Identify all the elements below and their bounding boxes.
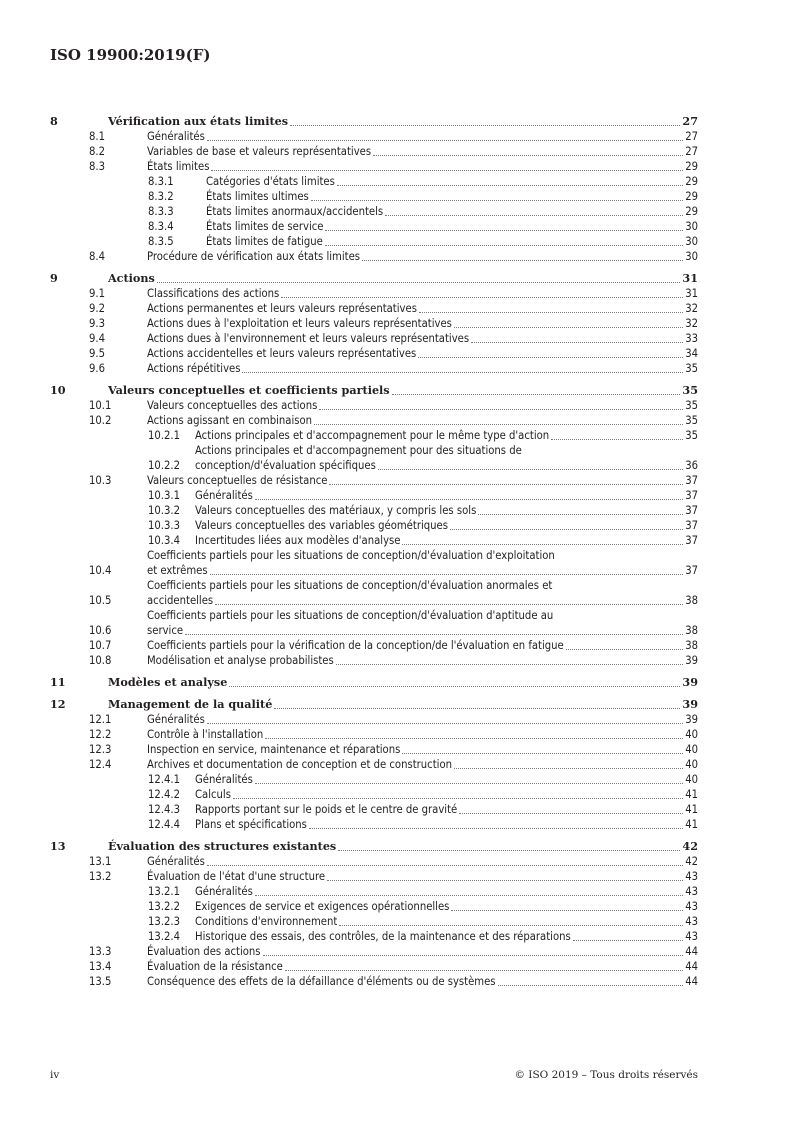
toc-entry-title: Management de la qualité [108,697,273,711]
toc-entry-page: 37 [685,519,698,532]
dot-leader [274,708,680,709]
table-of-contents [50,114,698,989]
toc-entry[interactable] [50,959,698,974]
toc-entry-title-continuation: accidentelles [147,594,214,607]
toc-entry[interactable] [50,772,698,787]
toc-entry-page: 31 [682,271,698,285]
dot-leader [451,910,683,911]
toc-entry-title: Contrôle à l'installation [147,728,264,741]
toc-entry-number: 12 [50,697,66,711]
toc-entry-page: 32 [685,302,698,315]
dot-leader [255,783,683,784]
dot-leader [454,327,683,328]
toc-entry-title: Actions accidentelles et leurs valeurs représentatives [147,347,417,360]
toc-entry-page: 41 [685,803,698,816]
dot-leader [327,880,683,881]
toc-entry-page: 27 [685,145,698,158]
dot-leader [566,649,683,650]
toc-entry-page: 37 [685,489,698,502]
toc-entry-title: Archives et documentation de conception et de construction [147,758,452,771]
toc-entry[interactable] [50,144,698,159]
toc-entry-title: États limites [147,160,210,173]
toc-entry-title: Coefficients partiels pour la vérification de la conception/de l'évaluation en fatigue [147,639,564,652]
toc-entry-title: Actions agissant en combinaison [147,414,313,427]
toc-entry-title: Actions dues à l'exploitation et leurs valeurs représentatives [147,317,452,330]
toc-entry-number: 10.8 [89,654,112,667]
toc-entry-page: 27 [682,114,698,128]
toc-entry-number: 9.6 [89,362,106,375]
toc-entry-number: 9.4 [89,332,106,345]
toc-entry-page: 40 [685,743,698,756]
toc-entry-page: 38 [685,624,698,637]
toc-entry-page: 30 [685,235,698,248]
toc-entry-page: 29 [685,190,698,203]
toc-entry-page: 29 [685,175,698,188]
dot-leader [207,723,683,724]
toc-entry-page: 40 [685,773,698,786]
toc-entry[interactable] [50,383,698,398]
dot-leader [471,342,683,343]
toc-entry-title: Modélisation et analyse probabilistes [147,654,334,667]
toc-entry[interactable] [50,578,698,608]
toc-entry-number: 10.1 [89,399,112,412]
toc-entry-number: 10.2.2 [148,459,181,472]
toc-entry-title: États limites anormaux/accidentels [206,205,384,218]
toc-entry-number: 8.2 [89,145,106,158]
toc-entry[interactable] [50,914,698,929]
toc-entry-page: 43 [685,900,698,913]
dot-leader [373,155,683,156]
toc-entry[interactable] [50,204,698,219]
toc-entry-title: Évaluation de la résistance [147,960,283,973]
toc-entry-title-continuation: service [147,624,184,637]
toc-entry-page: 29 [685,160,698,173]
toc-entry-page: 39 [685,713,698,726]
toc-entry-number: 10 [50,383,66,397]
toc-entry-title: Historique des essais, des contrôles, de la maintenance et des réparations [195,930,571,943]
toc-entry[interactable] [50,608,698,638]
toc-entry-title: Actions permanentes et leurs valeurs représentatives [147,302,417,315]
toc-entry-number: 12.4.2 [148,788,181,801]
dot-leader [551,439,683,440]
toc-entry-page: 41 [685,788,698,801]
toc-entry-page: 41 [685,818,698,831]
dot-leader [419,312,683,313]
toc-entry-number: 9.2 [89,302,106,315]
toc-entry-title: Valeurs conceptuelles des variables géométriques [195,519,448,532]
toc-entry-number: 9 [50,271,58,285]
toc-entry[interactable] [50,361,698,376]
toc-entry-page: 35 [685,429,698,442]
toc-entry-title: Évaluation des actions [147,945,261,958]
toc-entry-title: Actions dues à l'environnement et leurs valeurs représentatives [147,332,470,345]
toc-entry-number: 10.5 [89,594,112,607]
toc-entry[interactable] [50,854,698,869]
toc-entry[interactable] [50,234,698,249]
dot-leader [285,970,683,971]
toc-entry-page: 42 [685,855,698,868]
toc-entry[interactable] [50,331,698,346]
toc-entry[interactable] [50,884,698,899]
dot-leader [211,170,683,171]
toc-entry[interactable] [50,742,698,757]
toc-entry[interactable] [50,727,698,742]
toc-entry-number: 8.3.1 [148,175,174,188]
dot-leader [255,895,683,896]
dot-leader [498,985,684,986]
dot-leader [185,634,683,635]
toc-entry-number: 10.3 [89,474,112,487]
toc-entry-page: 40 [685,758,698,771]
dot-leader [311,200,683,201]
toc-entry-title: Classifications des actions [147,287,280,300]
toc-entry[interactable] [50,428,698,443]
toc-entry-title: Coefficients partiels pour les situations de conception/d'évaluation d'aptitude au [147,609,554,622]
toc-entry[interactable] [50,443,698,473]
toc-entry[interactable] [50,219,698,234]
toc-entry-title: Coefficients partiels pour les situations de conception/d'évaluation d'exploitation [147,549,555,562]
toc-entry-number: 8.4 [89,250,106,263]
toc-entry[interactable] [50,757,698,772]
toc-entry-title: Généralités [147,130,205,143]
toc-entry[interactable] [50,817,698,832]
toc-entry-page: 35 [685,399,698,412]
toc-entry-number: 13.1 [89,855,112,868]
toc-entry-page: 34 [685,347,698,360]
toc-entry-number: 9.3 [89,317,106,330]
toc-entry[interactable] [50,114,698,129]
toc-entry-page: 30 [685,220,698,233]
toc-entry-page: 44 [685,975,698,988]
toc-entry-title: Coefficients partiels pour les situations de conception/d'évaluation anormales et [147,579,553,592]
toc-entry-title: États limites ultimes [206,190,309,203]
dot-leader [157,282,681,283]
toc-entry-number: 8.3.3 [148,205,174,218]
toc-entry[interactable] [50,675,698,690]
toc-entry-title: Généralités [195,489,253,502]
toc-entry-number: 10.2.1 [148,429,181,442]
toc-entry-number: 13.4 [89,960,112,973]
dot-leader [210,574,684,575]
toc-entry[interactable] [50,174,698,189]
toc-entry-page: 44 [685,960,698,973]
toc-entry-page: 39 [685,654,698,667]
toc-entry[interactable] [50,712,698,727]
toc-entry-title: Vérification aux états limites [108,114,289,128]
footer-page-number: iv [50,1069,60,1081]
toc-entry-number: 13 [50,839,66,853]
toc-entry[interactable] [50,869,698,884]
toc-entry-number: 10.3.2 [148,504,181,517]
toc-entry[interactable] [50,944,698,959]
toc-entry[interactable] [50,503,698,518]
dot-leader [242,372,683,373]
dot-leader [255,499,683,500]
toc-entry-number: 12.4.1 [148,773,181,786]
toc-entry-title: Variables de base et valeurs représentatives [147,145,372,158]
toc-entry-number: 10.3.4 [148,534,181,547]
toc-entry-title: Évaluation des structures existantes [108,839,337,853]
dot-leader [207,865,683,866]
dot-leader [233,798,683,799]
dot-leader [229,686,680,687]
toc-entry-page: 35 [682,383,698,397]
toc-entry-title: Modèles et analyse [108,675,228,689]
toc-entry-title: Généralités [147,855,205,868]
toc-entry-page: 44 [685,945,698,958]
toc-entry-page: 27 [685,130,698,143]
toc-entry[interactable] [50,638,698,653]
toc-entry-page: 35 [685,362,698,375]
toc-entry-page: 42 [682,839,698,853]
dot-leader [450,529,683,530]
toc-entry[interactable] [50,249,698,264]
dot-leader [325,245,683,246]
toc-entry[interactable] [50,189,698,204]
dot-leader [402,753,683,754]
toc-entry[interactable] [50,129,698,144]
toc-entry-number: 12.4.3 [148,803,181,816]
toc-entry-title: Valeurs conceptuelles des actions [147,399,318,412]
toc-entry[interactable] [50,488,698,503]
toc-entry-title: États limites de service [206,220,324,233]
toc-entry-number: 10.4 [89,564,112,577]
toc-entry-page: 43 [685,930,698,943]
dot-leader [314,424,683,425]
toc-entry-page: 40 [685,728,698,741]
toc-entry-number: 13.2.4 [148,930,181,943]
toc-entry-title: Plans et spécifications [195,818,307,831]
toc-entry-number: 8.1 [89,130,106,143]
dot-leader [362,260,683,261]
dot-leader [459,813,683,814]
toc-entry-page: 38 [685,594,698,607]
toc-entry[interactable] [50,533,698,548]
toc-entry-number: 10.3.1 [148,489,181,502]
toc-entry-number: 12.1 [89,713,112,726]
toc-entry[interactable] [50,839,698,854]
dot-leader [339,925,683,926]
toc-entry-page: 35 [685,414,698,427]
toc-entry-page: 32 [685,317,698,330]
toc-entry-title: Valeurs conceptuelles des matériaux, y compris les sols [195,504,477,517]
toc-entry[interactable] [50,316,698,331]
toc-entry-number: 11 [50,675,66,689]
dot-leader [573,940,683,941]
toc-entry-title: Généralités [195,773,253,786]
toc-entry-title: Actions répétitives [147,362,241,375]
dot-leader [309,828,683,829]
toc-entry-number: 8.3.5 [148,235,174,248]
toc-entry[interactable] [50,653,698,668]
toc-entry-title: Actions principales et d'accompagnement pour le même type d'action [195,429,550,442]
dot-leader [319,409,683,410]
toc-entry[interactable] [50,286,698,301]
dot-leader [337,185,683,186]
toc-entry-page: 39 [682,675,698,689]
toc-entry[interactable] [50,413,698,428]
toc-entry-number: 9.5 [89,347,106,360]
toc-entry-title: Inspection en service, maintenance et réparations [147,743,401,756]
toc-entry-title: Actions [108,271,155,285]
toc-entry[interactable] [50,346,698,361]
toc-entry-page: 37 [685,534,698,547]
toc-entry-title: Actions principales et d'accompagnement pour des situations de [195,444,522,457]
toc-entry[interactable] [50,159,698,174]
toc-entry-page: 31 [685,287,698,300]
dot-leader [290,125,680,126]
toc-entry-page: 37 [685,564,698,577]
toc-entry-number: 10.7 [89,639,112,652]
toc-entry-number: 12.3 [89,743,112,756]
dot-leader [336,664,683,665]
toc-entry-page: 43 [685,915,698,928]
dot-leader [207,140,683,141]
toc-entry-page: 36 [685,459,698,472]
toc-entry[interactable] [50,398,698,413]
dot-leader [265,738,683,739]
toc-entry-title: Conditions d'environnement [195,915,338,928]
toc-entry-number: 10.3.3 [148,519,181,532]
toc-entry-number: 13.2.3 [148,915,181,928]
dot-leader [329,484,683,485]
toc-entry-title: Exigences de service et exigences opérationnelles [195,900,450,913]
toc-entry[interactable] [50,697,698,712]
toc-entry-title-continuation: conception/d'évaluation spécifiques [195,459,376,472]
toc-entry-number: 8.3.2 [148,190,174,203]
footer-copyright: © ISO 2019 – Tous droits réservés [514,1069,698,1081]
toc-entry-number: 10.2 [89,414,112,427]
dot-leader [392,394,681,395]
toc-entry[interactable] [50,473,698,488]
dot-leader [418,357,683,358]
toc-entry-page: 38 [685,639,698,652]
toc-entry-page: 43 [685,885,698,898]
toc-entry-number: 8.3.4 [148,220,174,233]
toc-entry-number: 12.4.4 [148,818,181,831]
toc-entry[interactable] [50,518,698,533]
toc-entry-title-continuation: et extrêmes [147,564,208,577]
toc-entry-number: 8 [50,114,58,128]
toc-entry-number: 9.1 [89,287,106,300]
dot-leader [378,469,683,470]
dot-leader [402,544,683,545]
toc-entry-title: Incertitudes liées aux modèles d'analyse [195,534,401,547]
toc-entry-title: Calculs [195,788,231,801]
toc-entry-title: Évaluation de l'état d'une structure [147,870,326,883]
toc-entry-number: 13.2.2 [148,900,181,913]
toc-entry-title: Valeurs conceptuelles et coefficients partiels [108,383,390,397]
toc-entry-number: 12.2 [89,728,112,741]
document-id-header: ISO 19900:2019(F) [50,46,211,64]
toc-entry-number: 13.2.1 [148,885,181,898]
toc-entry[interactable] [50,899,698,914]
toc-entry[interactable] [50,787,698,802]
dot-leader [385,215,683,216]
dot-leader [325,230,683,231]
dot-leader [215,604,683,605]
dot-leader [281,297,683,298]
toc-entry-page: 33 [685,332,698,345]
toc-entry-number: 13.3 [89,945,112,958]
toc-entry-page: 39 [682,697,698,711]
toc-entry-page: 37 [685,474,698,487]
toc-entry-number: 10.6 [89,624,112,637]
toc-entry-title: Généralités [195,885,253,898]
dot-leader [454,768,683,769]
toc-entry-title: États limites de fatigue [206,235,323,248]
toc-entry[interactable] [50,548,698,578]
dot-leader [478,514,683,515]
toc-entry-number: 12.4 [89,758,112,771]
toc-entry-number: 13.5 [89,975,112,988]
toc-entry-title: Catégories d'états limites [206,175,335,188]
toc-entry[interactable] [50,301,698,316]
toc-entry-title: Rapports portant sur le poids et le centre de gravité [195,803,458,816]
toc-entry-number: 8.3 [89,160,106,173]
toc-entry-page: 29 [685,205,698,218]
toc-entry-number: 13.2 [89,870,112,883]
toc-entry[interactable] [50,974,698,989]
toc-entry-title: Conséquence des effets de la défaillance d'éléments ou de systèmes [147,975,496,988]
dot-leader [338,850,680,851]
toc-entry-title: Valeurs conceptuelles de résistance [147,474,328,487]
toc-entry-page: 30 [685,250,698,263]
toc-entry[interactable] [50,929,698,944]
toc-entry-title: Généralités [147,713,205,726]
toc-entry-page: 43 [685,870,698,883]
dot-leader [263,955,684,956]
toc-entry-title: Procédure de vérification aux états limites [147,250,361,263]
toc-entry[interactable] [50,802,698,817]
toc-entry[interactable] [50,271,698,286]
toc-entry-page: 37 [685,504,698,517]
